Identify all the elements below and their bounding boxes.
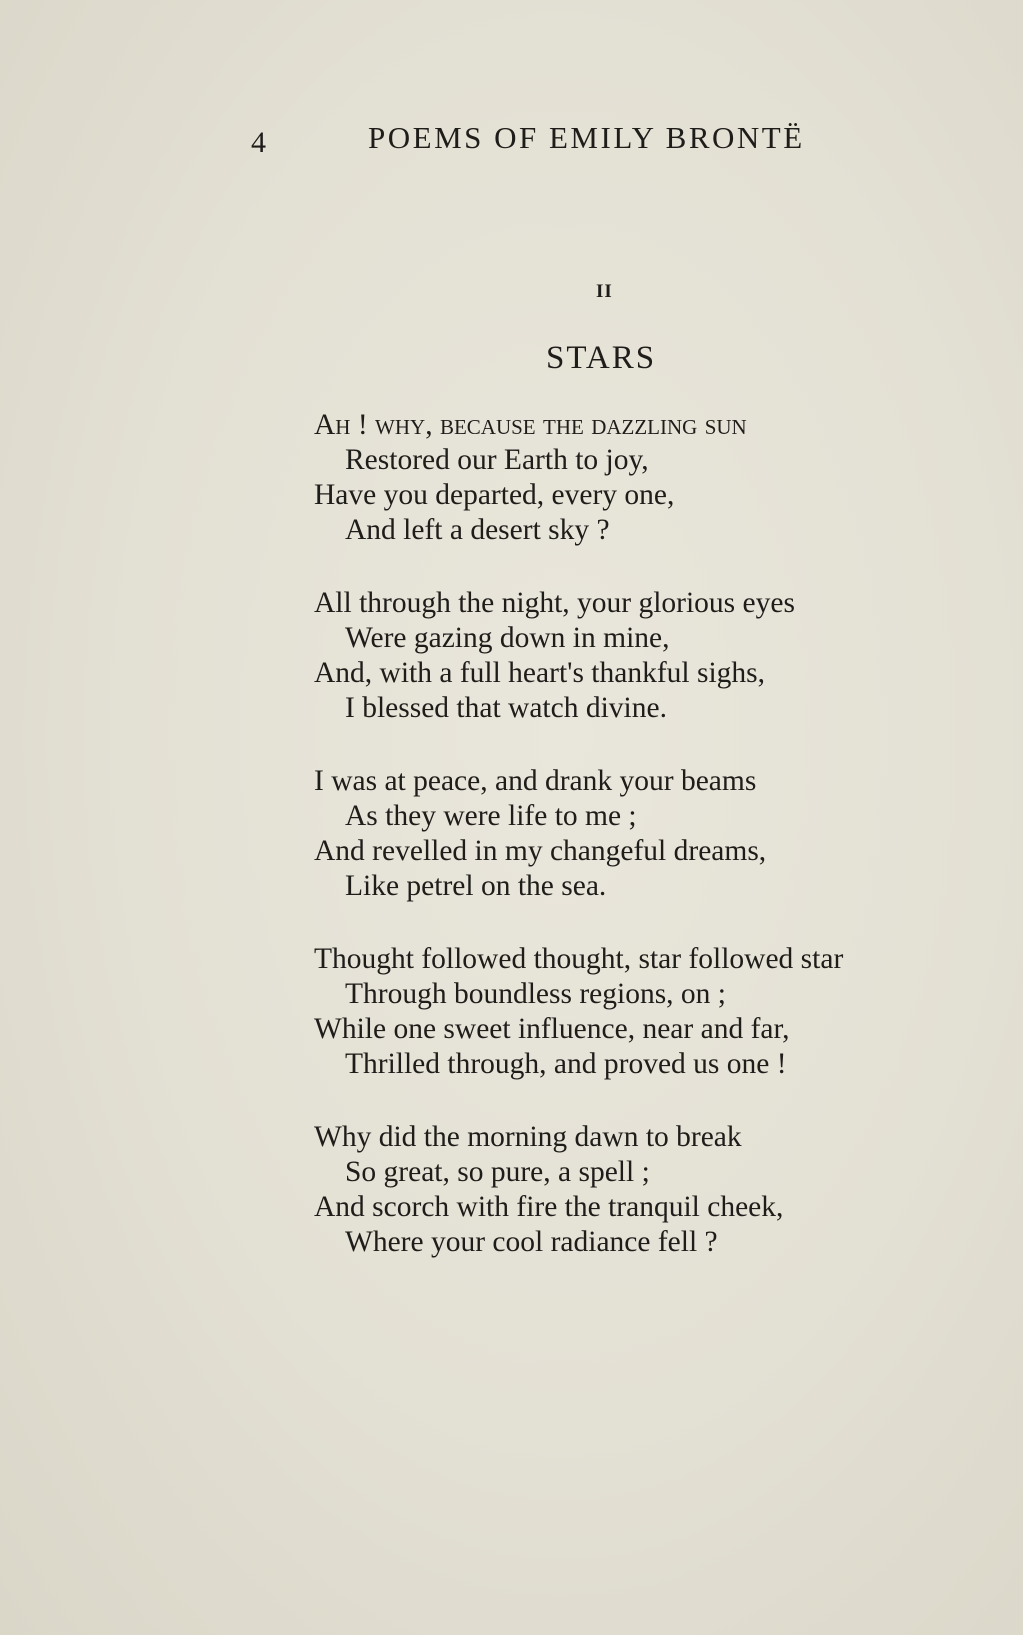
poem-line: As they were life to me ; <box>345 800 637 832</box>
poem-line: And scorch with fire the tranquil cheek, <box>314 1191 784 1223</box>
poem-line: Why did the morning dawn to break <box>314 1121 742 1153</box>
stanza <box>314 764 1004 904</box>
poem-line: All through the night, your glorious eyes <box>314 587 795 619</box>
poem-body <box>314 408 1004 1298</box>
poem-line: While one sweet influence, near and far, <box>314 1013 790 1045</box>
poem-line: I was at peace, and drank your beams <box>314 765 757 797</box>
poem-number: II <box>596 281 613 302</box>
poem-line: Restored our Earth to joy, <box>345 444 649 476</box>
poem-line: Where your cool radiance fell ? <box>345 1226 718 1258</box>
poem-line: And left a desert sky ? <box>345 514 610 546</box>
stanza <box>314 586 1004 726</box>
poem-line: So great, so pure, a spell ; <box>345 1156 650 1188</box>
poem-line: I blessed that watch divine. <box>345 692 667 724</box>
poem-line: Thrilled through, and proved us one ! <box>345 1048 787 1080</box>
running-head: POEMS OF EMILY BRONTË <box>368 120 805 155</box>
poem-line: And, with a full heart's thankful sighs, <box>314 657 766 689</box>
poem-line: Ah ! why, because the dazzling sun <box>314 409 747 441</box>
stanza <box>314 1120 1004 1260</box>
poem-line: Were gazing down in mine, <box>345 622 670 654</box>
stanza <box>314 942 1004 1082</box>
poem-line: Thought followed thought, star followed star <box>314 943 844 975</box>
page-number: 4 <box>251 126 267 159</box>
poem-line: Have you departed, every one, <box>314 479 675 511</box>
poem-line: Like petrel on the sea. <box>345 870 607 902</box>
poem-line: Through boundless regions, on ; <box>345 978 727 1010</box>
poem-line: And revelled in my changeful dreams, <box>314 835 767 867</box>
stanza <box>314 408 1004 548</box>
poem-title: STARS <box>546 340 657 376</box>
